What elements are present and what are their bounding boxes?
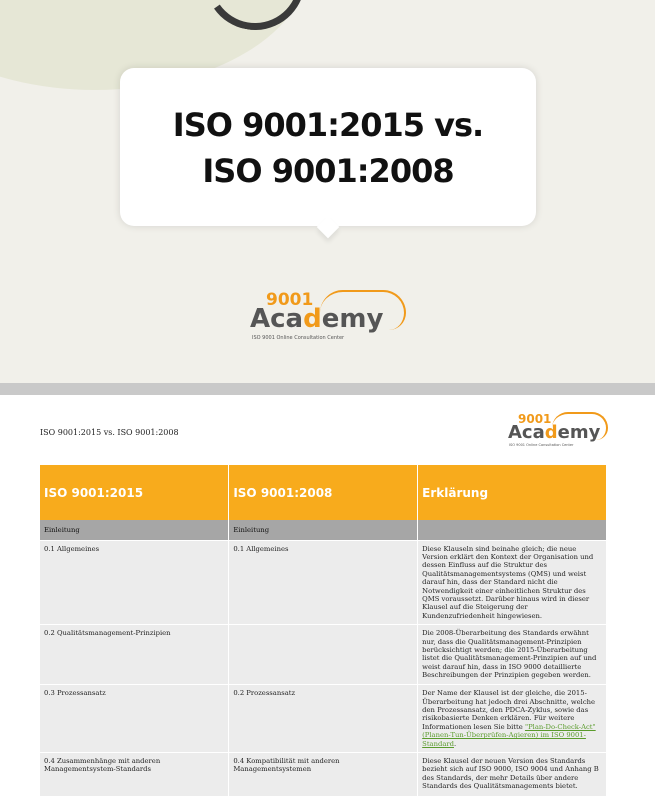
table-cell: 0.1 Allgemeines bbox=[40, 540, 229, 625]
table-cell: Die 2008-Überarbeitung des Standards erwähnt nur, dass die Qualitätsmanagement-Prinzipien berücksichtigt werden; die 2015-Überarbeitung listet die Qualitätsmanagement-Prinzipien auf und weist darauf hin, dass in ISO 9000 detaillierte Beschreibungen der Prinzipien gegeben werden. bbox=[418, 625, 607, 685]
pdca-link[interactable]: "Plan-Do-Check-Act" (Planen-Tun-Überprüfen-Agieren) im ISO 9001-Standard bbox=[422, 722, 596, 748]
cover-page bbox=[0, 0, 655, 383]
document-page bbox=[0, 395, 655, 791]
section-row bbox=[40, 520, 607, 540]
header-iso2008: ISO 9001:2008 bbox=[229, 465, 418, 520]
section-cell: Einleitung bbox=[229, 520, 418, 540]
table-cell: Diese Klauseln sind beinahe gleich; die neue Version erklärt den Kontext der Organisation und dessen Einfluss auf die Struktur des Qualitätsmanagementsystems (QMS) und weist darauf hin, dass der Standard nicht die Notwendigkeit einer einheitlichen Struktur des QMS voraussetzt. Darüber hinaus wird in dieser Klausel auf die Steigerung der Kundenzufriedenheit hingewiesen. bbox=[418, 540, 607, 625]
table-header-row bbox=[40, 465, 607, 520]
logo-tagline: ISO 9001 Online Consultation Center bbox=[252, 335, 345, 341]
table-row bbox=[40, 685, 607, 753]
comparison-table bbox=[40, 465, 607, 797]
table-cell: 0.2 Qualitätsmanagement-Prinzipien bbox=[40, 625, 229, 685]
table-cell: 0.4 Zusammenhänge mit anderen Managementsystem-Standards bbox=[40, 753, 229, 797]
academy-logo bbox=[250, 288, 410, 346]
table-row bbox=[40, 625, 607, 685]
cover-title-line2: ISO 9001:2008 bbox=[202, 152, 454, 190]
logo-word: Academy bbox=[250, 304, 384, 334]
table-cell: 0.1 Allgemeines bbox=[229, 540, 418, 625]
table-row bbox=[40, 753, 607, 797]
cover-title bbox=[120, 102, 536, 194]
section-cell bbox=[418, 520, 607, 540]
page-header: ISO 9001:2015 vs. ISO 9001:2008 bbox=[40, 428, 179, 437]
logo-number: 9001 bbox=[518, 412, 552, 426]
table-cell bbox=[229, 625, 418, 685]
table-cell: 0.4 Kompatibilität mit anderen Managementsystemen bbox=[229, 753, 418, 797]
logo-tagline: ISO 9001 Online Consultation Center bbox=[509, 443, 574, 447]
table-cell: 0.3 Prozessansatz bbox=[40, 685, 229, 753]
cover-title-line1: ISO 9001:2015 vs. bbox=[172, 106, 484, 144]
section-cell: Einleitung bbox=[40, 520, 229, 540]
header-iso2015: ISO 9001:2015 bbox=[40, 465, 229, 520]
table-row bbox=[40, 540, 607, 625]
table-cell: Der Name der Klausel ist der gleiche, die 2015-Überarbeitung hat jedoch drei Abschnitte, welche den Prozessansatz, den PDCA-Zyklus, sowie das risikobasierte Denken erklären. Für weitere Informationen lesen Sie bitte "Plan-Do-Check-Act" (Planen-Tun-Überprüfen-Agieren) im ISO 9001-Standard. bbox=[418, 685, 607, 753]
logo-word: Academy bbox=[508, 422, 601, 443]
title-bubble bbox=[120, 68, 536, 226]
table-cell: Diese Klausel der neuen Version des Standards bezieht sich auf ISO 9000, ISO 9004 und Anhang B des Standards, der mehr Details über andere Standards des Qualitätsmanagements bietet. bbox=[418, 753, 607, 797]
academy-logo-small bbox=[508, 412, 608, 448]
page-divider bbox=[0, 383, 655, 395]
header-explanation: Erklärung bbox=[418, 465, 607, 520]
logo-number: 9001 bbox=[266, 290, 314, 310]
table-cell: 0.2 Prozessansatz bbox=[229, 685, 418, 753]
